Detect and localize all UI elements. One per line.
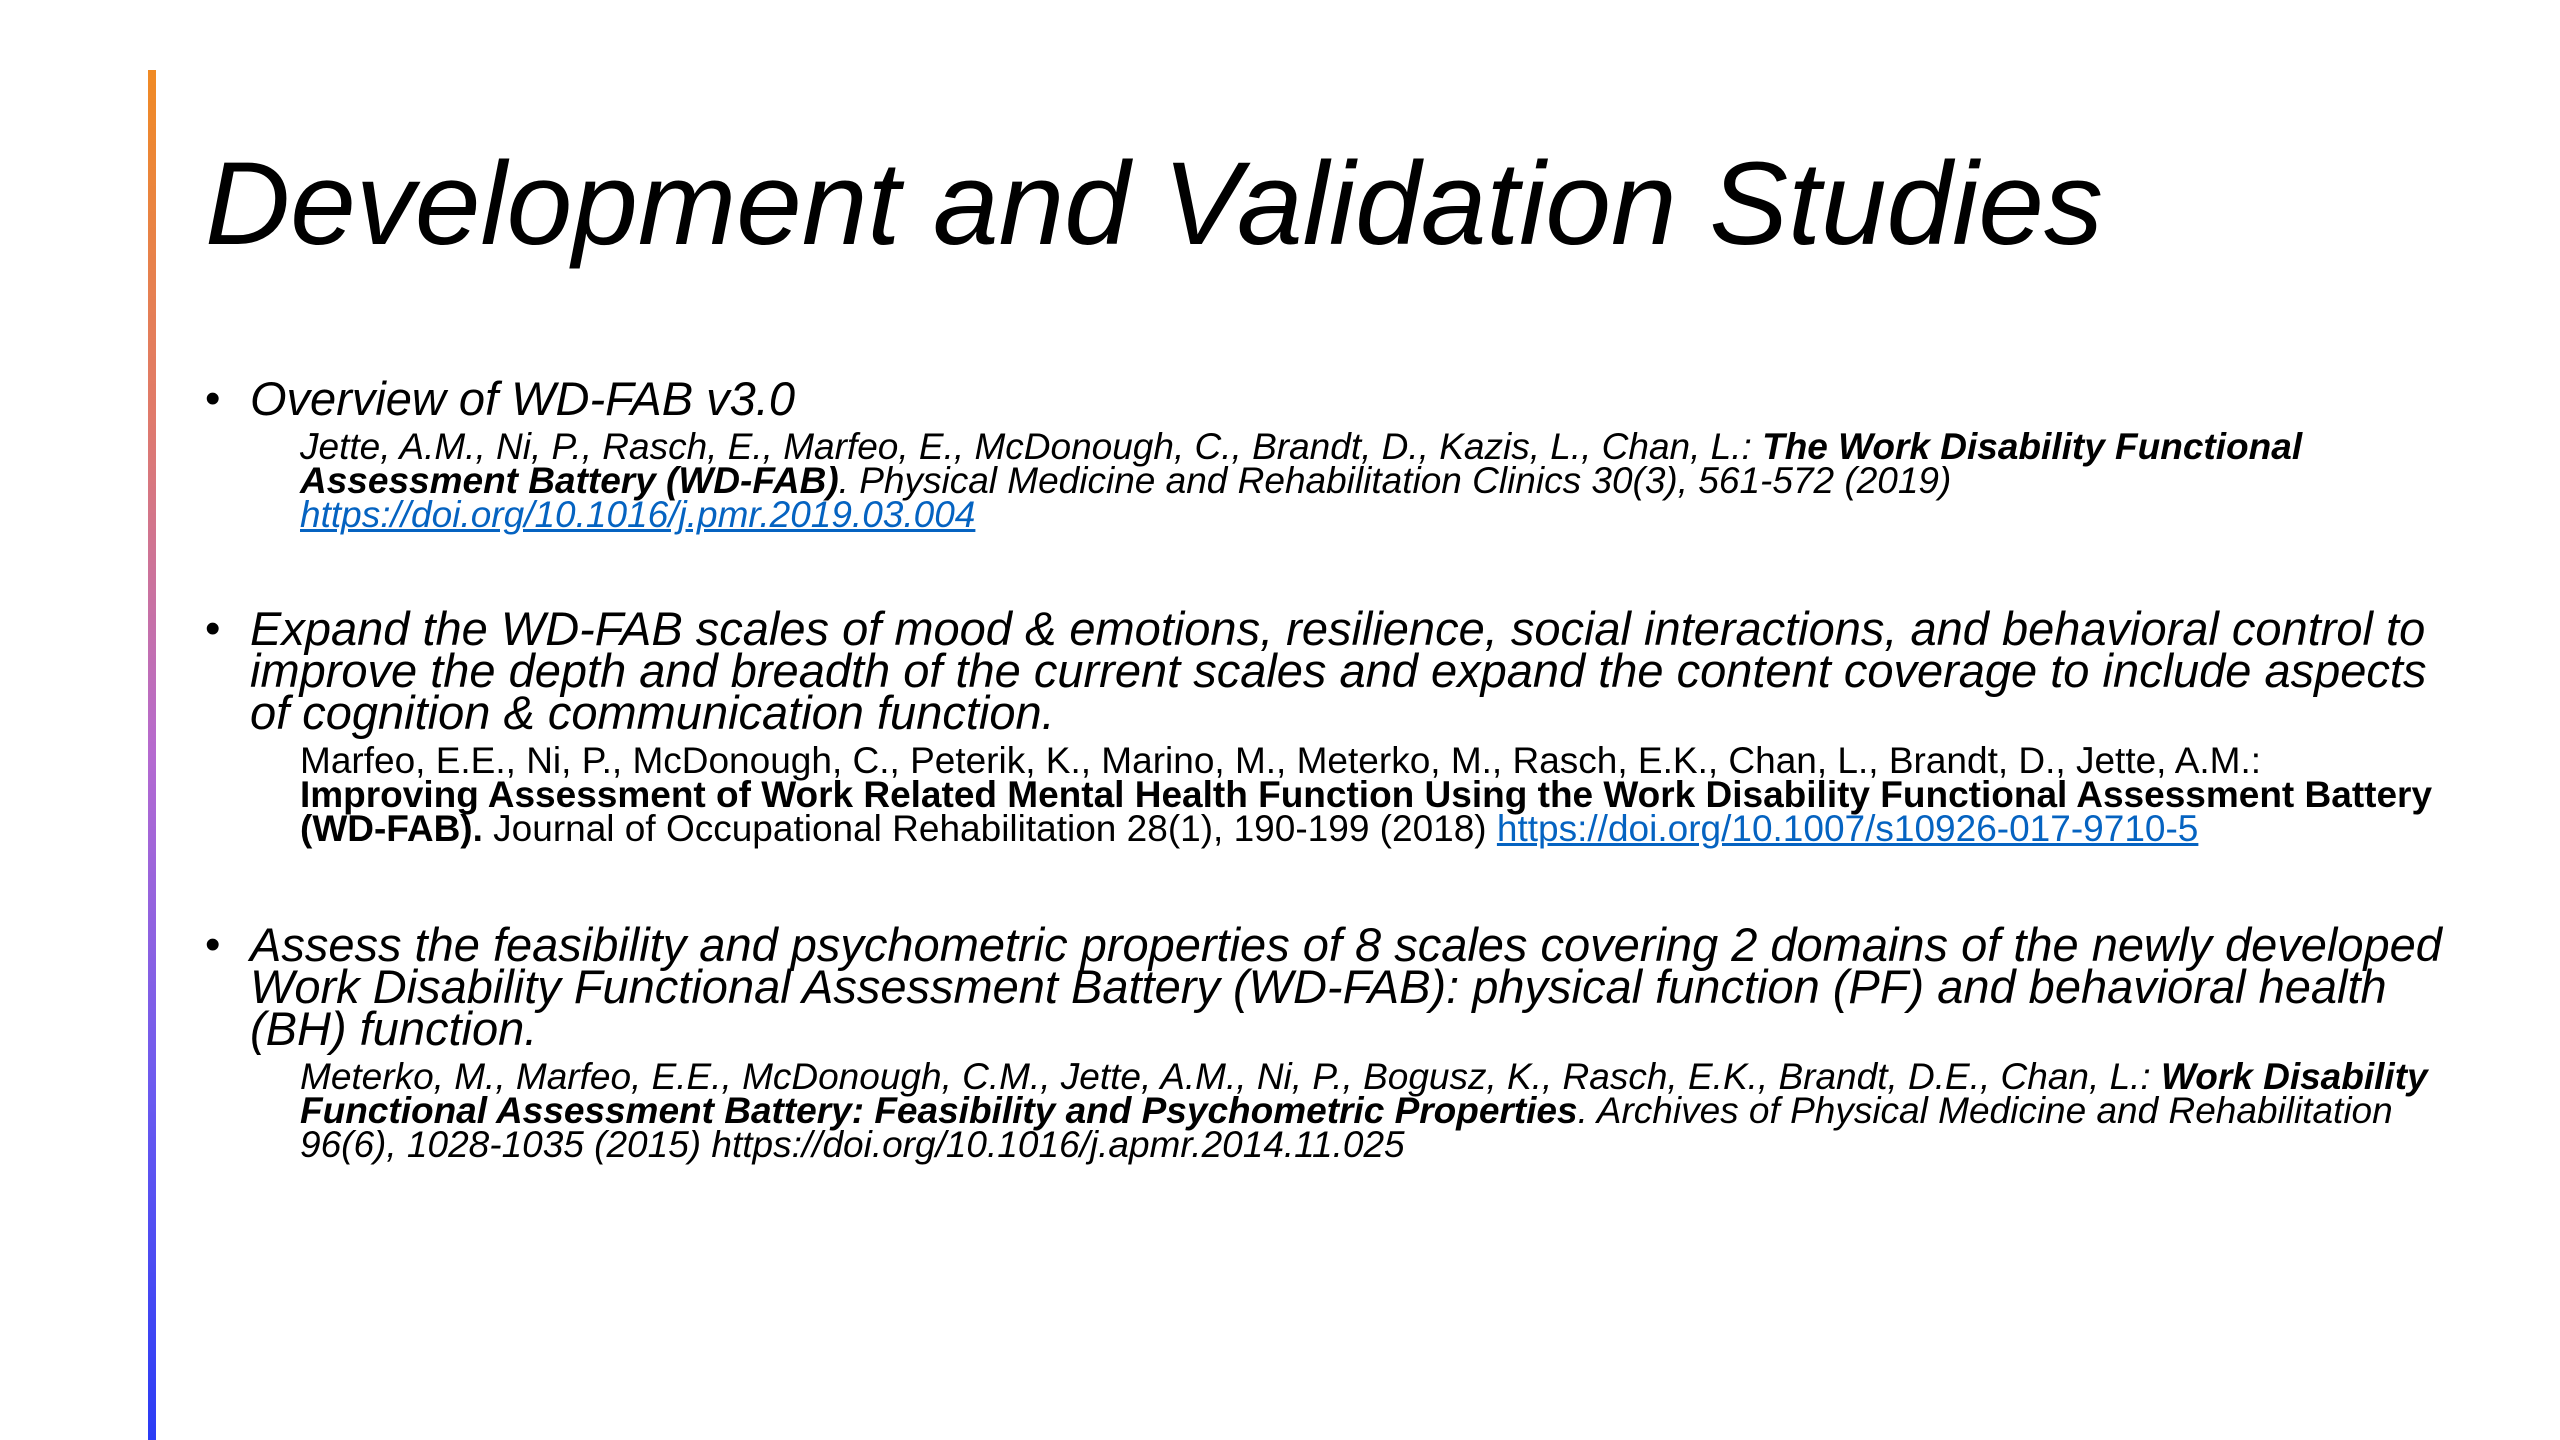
bullet-text: Overview of WD-FAB v3.0 (250, 372, 795, 425)
bullet-marker: • (205, 374, 221, 423)
bullet-item-overview (205, 372, 2445, 535)
ref-authors: Jette, A.M., Ni, P., Rasch, E., Marfeo, E., McDonough, C., Brandt, D., Kazis, L., Chan, L.: (300, 426, 1763, 467)
slide-title: Development and Validation Studies (205, 138, 2103, 270)
reference-citation (300, 1056, 2445, 1165)
ref-source: . Archives of Physical Medicine and Rehabilitation 96(6), 1028-1035 (2015) https://doi.org/10.1016/j.apmr.2014.11.025 (300, 1090, 2393, 1165)
ref-authors: Marfeo, E.E., Ni, P., McDonough, C., Peterik, K., Marino, M., Meterko, M., Rasch, E.K., Chan, L., Brandt, D., Jette, A.M.: (300, 740, 2262, 781)
bullet-marker: • (205, 920, 221, 969)
accent-bar (148, 70, 156, 1440)
bullet-text: Expand the WD-FAB scales of mood & emotions, resilience, social interactions, and behavioral control to improve the depth and breadth of the current scales and expand the content coverage to include aspects of cognition & communication function. (250, 602, 2427, 739)
ref-title: The Work Disability Functional Assessment Battery (WD-FAB) (300, 426, 2303, 501)
bullet-marker: • (205, 604, 221, 653)
ref-source: . Physical Medicine and Rehabilitation Clinics 30(3), 561-572 (2019) (838, 460, 1952, 501)
reference-citation (300, 426, 2445, 535)
bullet-text: Assess the feasibility and psychometric properties of 8 scales covering 2 domains of the newly developed Work Disability Functional Assessment Battery (WD-FAB): physical function (PF) and behavioral health (BH) function. (250, 918, 2442, 1055)
ref-source: Journal of Occupational Rehabilitation 28(1), 190-199 (2018) (482, 808, 1497, 849)
ref-title: Improving Assessment of Work Related Mental Health Function Using the Work Disability Functional Assessment Battery (WD-FAB). (300, 774, 2433, 849)
doi-link[interactable]: https://doi.org/10.1016/j.pmr.2019.03.004 (300, 494, 976, 535)
reference-citation (300, 740, 2445, 849)
ref-title: Work Disability Functional Assessment Battery: Feasibility and Psychometric Properties (300, 1056, 2428, 1131)
doi-link[interactable]: https://doi.org/10.1007/s10926-017-9710-5 (1496, 808, 2199, 849)
bullet-item-feasibility (205, 918, 2445, 1165)
ref-authors: Meterko, M., Marfeo, E.E., McDonough, C.M., Jette, A.M., Ni, P., Bogusz, K., Rasch, E.K., Brandt, D.E., Chan, L.: (300, 1056, 2161, 1097)
bullet-item-expand-scales (205, 602, 2445, 849)
bullet-list (205, 372, 2445, 1165)
